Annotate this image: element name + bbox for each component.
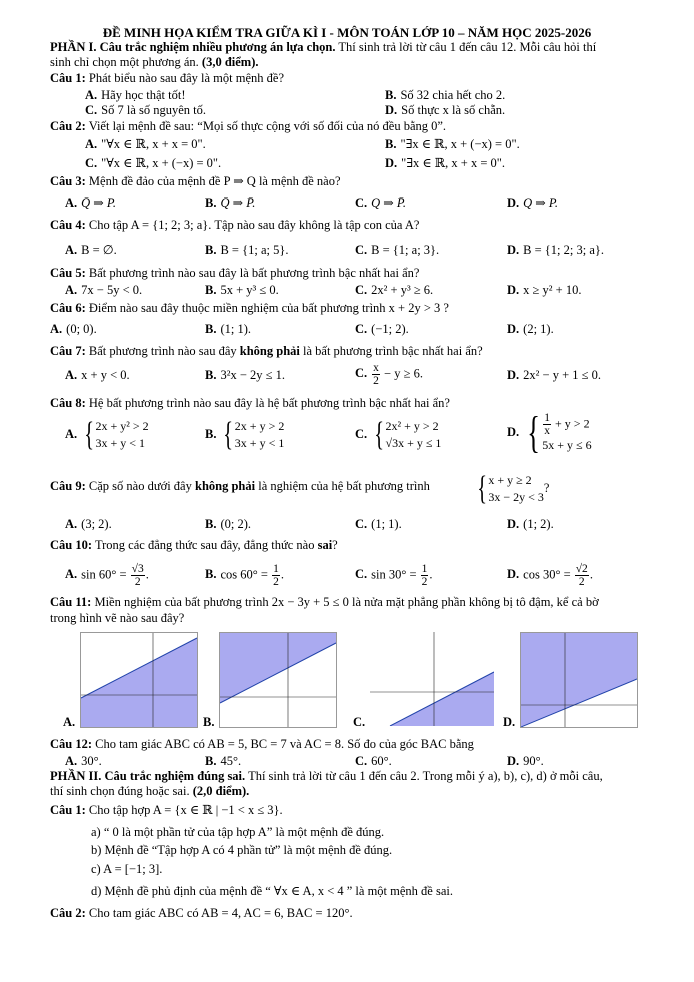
q1-option-d[interactable]: D. Số thực x là số chẵn. bbox=[385, 103, 506, 117]
part1-points: (3,0 điểm). bbox=[201, 55, 259, 69]
q9-option-c[interactable]: C. (1; 1). bbox=[355, 517, 402, 531]
part1-intro bbox=[50, 40, 596, 55]
question-text: Cho tam giác ABC có AB = 4, AC = 6, BAC = 120°. bbox=[88, 906, 353, 920]
q9-system: { x + y ≥ 2 3x − 2y < 3 ? bbox=[477, 470, 550, 507]
question-9: Câu 9: Cặp số nào dưới đây không phải là nghiệm của hệ bất phương trình bbox=[50, 479, 430, 493]
question-text: Cho tập hợp A = {x ∈ ℝ | −1 < x ≤ 3}. bbox=[88, 803, 283, 817]
question-10: Câu 10: Trong các đẳng thức sau đây, đẳng thức nào sai? bbox=[50, 538, 338, 552]
part2-points: (2,0 điểm). bbox=[192, 784, 250, 798]
q4-option-b[interactable]: B. B = {1; a; 5}. bbox=[205, 243, 289, 257]
q3-option-c[interactable]: C. Q ⇒ P̄. bbox=[355, 196, 407, 210]
part1-heading: PHẦN I. Câu trắc nghiệm nhiều phương án lựa chọn. bbox=[50, 40, 336, 54]
question-label: Câu 11: bbox=[50, 595, 92, 609]
q12-option-c[interactable]: C. 60°. bbox=[355, 754, 392, 768]
q10-option-b[interactable]: B. cos 60° = $\frac{1}{2}$ . bbox=[205, 563, 284, 588]
question-7: Câu 7: Bất phương trình nào sau đây không phải là bất phương trình bậc nhất hai ẩn? bbox=[50, 344, 483, 358]
question-label: Câu 12: bbox=[50, 737, 93, 751]
question-text: Cho tam giác ABC có AB = 5, BC = 7 và AC = 8. Số đo của góc BAC bằng bbox=[95, 737, 474, 751]
q5-option-d[interactable]: D. x ≥ y² + 10. bbox=[507, 283, 582, 297]
part1-instructions-2: sinh chỉ chọn một phương án. bbox=[50, 55, 199, 69]
q11-graph-d[interactable] bbox=[520, 632, 638, 728]
question-8 bbox=[50, 396, 450, 411]
question-text: Mệnh đề đảo của mệnh đề P ⇒ Q là mệnh đề nào? bbox=[88, 174, 341, 188]
q9-option-b[interactable]: B. (0; 2). bbox=[205, 517, 252, 531]
page-title: ĐỀ MINH HỌA KIỂM TRA GIỮA KÌ I - MÔN TOÁN LỚP 10 – NĂM HỌC 2025-2026 bbox=[102, 25, 592, 40]
part2-heading: PHẦN II. Câu trắc nghiệm đúng sai. bbox=[50, 769, 246, 783]
part1-instructions: Thí sinh trả lời từ câu 1 đến câu 12. Mỗi câu hỏi thí bbox=[338, 40, 597, 54]
question-11 bbox=[50, 595, 599, 610]
q4-option-c[interactable]: C. B = {1; a; 3}. bbox=[355, 243, 440, 257]
part2-question-1 bbox=[50, 803, 283, 818]
q5-option-c[interactable]: C. 2x² + y³ ≥ 6. bbox=[355, 283, 434, 297]
question-text: Điểm nào sau đây thuộc miền nghiệm của bất phương trình x + 2y > 3 ? bbox=[88, 301, 449, 315]
part2-question-2 bbox=[50, 906, 353, 921]
q2-option-b[interactable]: B. "∃x ∈ ℝ, x + (−x) = 0". bbox=[385, 137, 520, 151]
p2q1-statement-c[interactable]: c) A = [−1; 3]. bbox=[91, 862, 163, 876]
q1-option-a[interactable]: A. Hãy học thật tốt! bbox=[85, 88, 186, 102]
question-label: Câu 4: bbox=[50, 218, 86, 232]
question-text: Hệ bất phương trình nào sau đây là hệ bất phương trình bậc nhất hai ẩn? bbox=[88, 396, 450, 410]
q11-graph-a[interactable] bbox=[80, 632, 198, 728]
q3-option-a[interactable]: A. Q̄ ⇒ P. bbox=[65, 196, 117, 210]
q10-option-d[interactable]: D. cos 30° = $\frac{√2}{2}$ . bbox=[507, 563, 593, 588]
q7-option-d[interactable]: D. 2x² − y + 1 ≤ 0. bbox=[507, 368, 601, 382]
question-label: Câu 9: bbox=[50, 479, 86, 493]
q6-option-c[interactable]: C. (−1; 2). bbox=[355, 322, 409, 336]
q1-option-c[interactable]: C. Số 7 là số nguyên tố. bbox=[85, 103, 207, 117]
question-label: Câu 8: bbox=[50, 396, 86, 410]
q2-option-d[interactable]: D. "∃x ∈ ℝ, x + x = 0". bbox=[385, 156, 506, 170]
question-11-cont: trong hình vẽ nào sau đây? bbox=[50, 611, 185, 625]
q8-option-d[interactable]: D. { $\frac{1}{x}$ + y > 2 5x + y ≤ 6 bbox=[507, 408, 592, 457]
q6-option-a[interactable]: A. (0; 0). bbox=[50, 322, 97, 336]
question-label: Câu 7: bbox=[50, 344, 86, 358]
question-4 bbox=[50, 218, 419, 233]
question-label: Câu 6: bbox=[50, 301, 86, 315]
question-label: Câu 2: bbox=[50, 119, 86, 133]
q11-graph-c[interactable] bbox=[370, 632, 494, 726]
p2q1-statement-a[interactable]: a) “ 0 là một phần tử của tập hợp A” là một mệnh đề đúng. bbox=[91, 825, 385, 839]
question-text: Phát biểu nào sau đây là một mệnh đề? bbox=[88, 71, 284, 85]
q7-option-a[interactable]: A. x + y < 0. bbox=[65, 368, 130, 382]
question-label: Câu 1: bbox=[50, 803, 86, 817]
q4-option-d[interactable]: D. B = {1; 2; 3; a}. bbox=[507, 243, 605, 257]
q8-option-c[interactable]: C. { 2x² + y > 2 √3x + y ≤ 1 bbox=[355, 416, 442, 453]
q8-option-b[interactable]: B. { 2x + y > 2 3x + y < 1 bbox=[205, 416, 285, 453]
part2-intro bbox=[50, 769, 603, 784]
question-label: Câu 2: bbox=[50, 906, 86, 920]
q10-option-a[interactable]: A. sin 60° = $\frac{√3}{2}$ . bbox=[65, 563, 149, 588]
q6-option-d[interactable]: D. (2; 1). bbox=[507, 322, 554, 336]
question-text: Cho tập A = {1; 2; 3; a}. Tập nào sau đây không là tập con của A? bbox=[88, 218, 420, 232]
q11-option-a-label[interactable]: A. bbox=[63, 715, 76, 729]
q7-option-b[interactable]: B. 3²x − 2y ≤ 1. bbox=[205, 368, 286, 382]
question-text: Miền nghiệm của bất phương trình 2x − 3y + 5 ≤ 0 là nửa mặt phẳng phần không bị tô đậm, kể cả bờ bbox=[94, 595, 599, 609]
q11-option-b-label[interactable]: B. bbox=[203, 715, 215, 729]
question-1 bbox=[50, 71, 284, 86]
q12-option-a[interactable]: A. 30°. bbox=[65, 754, 102, 768]
q10-option-c[interactable]: C. sin 30° = $\frac{1}{2}$ . bbox=[355, 563, 433, 588]
part1-intro-2 bbox=[50, 55, 259, 70]
question-label: Câu 5: bbox=[50, 266, 86, 280]
q9-option-a[interactable]: A. (3; 2). bbox=[65, 517, 112, 531]
question-12 bbox=[50, 737, 474, 752]
q3-option-d[interactable]: D. Q ⇒ P. bbox=[507, 196, 559, 210]
q8-option-a[interactable]: A. { 2x + y² > 2 3x + y < 1 bbox=[65, 416, 149, 453]
p2q1-statement-d[interactable]: d) Mệnh đề phủ định của mệnh đề “ ∀x ∈ A, x < 4 ” là một mệnh đề sai. bbox=[91, 884, 453, 898]
question-text: Bất phương trình nào sau đây là bất phương trình bậc nhất hai ẩn? bbox=[88, 266, 420, 280]
question-2 bbox=[50, 119, 446, 134]
q2-option-c[interactable]: C. "∀x ∈ ℝ, x + (−x) = 0". bbox=[85, 156, 222, 170]
q11-option-d-label[interactable]: D. bbox=[503, 715, 516, 729]
q6-option-b[interactable]: B. (1; 1). bbox=[205, 322, 252, 336]
q5-option-a[interactable]: A. 7x − 5y < 0. bbox=[65, 283, 143, 297]
q12-option-b[interactable]: B. 45°. bbox=[205, 754, 242, 768]
q1-option-b[interactable]: B. Số 32 chia hết cho 2. bbox=[385, 88, 506, 102]
q7-option-c[interactable]: C. $\frac{x}{2}$ − y ≥ 6. bbox=[355, 362, 423, 387]
part2-intro-2: thí sinh chọn đúng hoặc sai. (2,0 điểm). bbox=[50, 784, 250, 798]
q3-option-b[interactable]: B. Q̄ ⇒ P̄. bbox=[205, 196, 256, 210]
q11-option-c-label[interactable]: C. bbox=[353, 715, 366, 729]
question-text: Viết lại mệnh đề sau: “Mọi số thực cộng với số đối của nó đều bằng 0”. bbox=[88, 119, 447, 133]
q2-option-a[interactable]: A. "∀x ∈ ℝ, x + x = 0". bbox=[85, 137, 206, 151]
q12-option-d[interactable]: D. 90°. bbox=[507, 754, 544, 768]
q5-option-b[interactable]: B. 5x + y³ ≤ 0. bbox=[205, 283, 279, 297]
question-label: Câu 3: bbox=[50, 174, 86, 188]
question-label: Câu 1: bbox=[50, 71, 86, 85]
question-5 bbox=[50, 266, 419, 281]
p2q1-statement-b[interactable]: b) Mệnh đề “Tập hợp A có 4 phần tử” là một mệnh đề đúng. bbox=[91, 843, 393, 857]
q9-option-d[interactable]: D. (1; 2). bbox=[507, 517, 554, 531]
question-3 bbox=[50, 174, 341, 189]
q11-graph-b[interactable] bbox=[219, 632, 337, 728]
part2-instructions: Thí sinh trả lời từ câu 1 đến câu 2. Trong mỗi ý a), b), c), d) ở mỗi câu, bbox=[248, 769, 603, 783]
question-label: Câu 10: bbox=[50, 538, 93, 552]
question-6 bbox=[50, 301, 449, 316]
q4-option-a[interactable]: A. B = ∅. bbox=[65, 243, 117, 257]
